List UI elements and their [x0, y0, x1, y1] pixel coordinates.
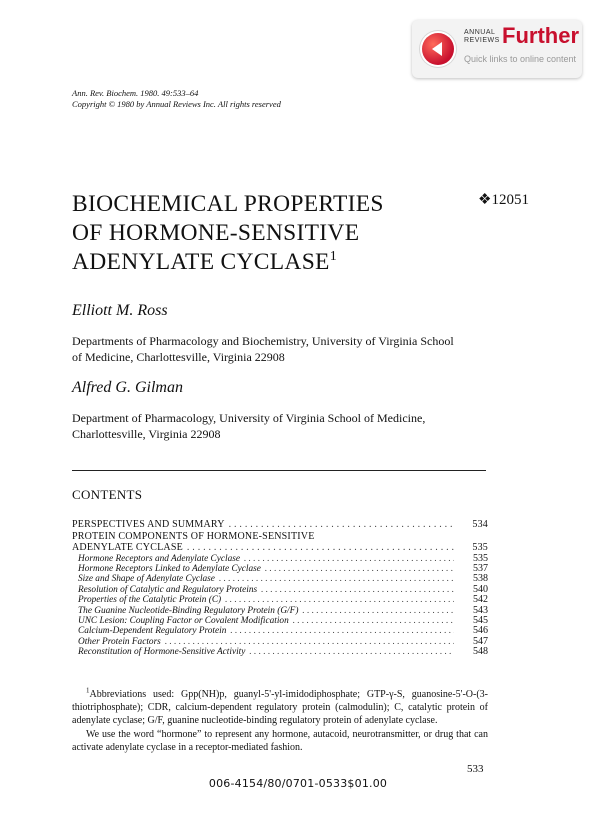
toc-entry-page: 537: [473, 562, 488, 574]
author-1-name: Elliott M. Ross: [72, 302, 168, 319]
back-arrow-icon[interactable]: [422, 33, 454, 65]
article-title: [72, 190, 472, 277]
toc-entry-label: Properties of the Catalytic Protein (C): [78, 595, 222, 606]
toc-entry-page: 538: [473, 573, 488, 585]
toc-entry-label: Calcium-Dependent Regulatory Protein: [78, 626, 227, 637]
toc-entry[interactable]: [72, 595, 488, 605]
toc-entry[interactable]: [72, 606, 488, 616]
toc-entry-page: 535: [472, 542, 488, 553]
author-2-name: Alfred G. Gilman: [72, 379, 183, 396]
title-line-3: [72, 248, 472, 277]
footnotes: [72, 688, 488, 754]
toc-entry-page: 540: [473, 583, 488, 595]
toc-entry[interactable]: [72, 574, 488, 584]
journal-citation: [72, 88, 281, 110]
toc-entry-page: 547: [473, 635, 488, 647]
annual-reviews-further-badge[interactable]: [412, 20, 582, 78]
toc-leader-dots: [230, 626, 454, 636]
toc-entry-label: ADENYLATE CYCLASE: [72, 542, 183, 553]
toc-leader-dots: [265, 564, 454, 574]
table-of-contents: [72, 519, 488, 658]
badge-further-text: Further: [502, 23, 579, 48]
contents-heading: CONTENTS: [72, 487, 143, 502]
title-line-3-text: ADENYLATE CYCLASE: [72, 249, 330, 275]
toc-entry[interactable]: [72, 554, 488, 564]
author-1-affiliation-line-2: of Medicine, Charlottesville, Virginia 22908: [72, 349, 285, 364]
toc-entry[interactable]: [72, 626, 488, 636]
title-line-1: BIOCHEMICAL PROPERTIES: [72, 191, 384, 217]
toc-leader-dots: [165, 637, 454, 647]
toc-entry[interactable]: [72, 542, 488, 554]
toc-entry-page: 546: [473, 625, 488, 637]
toc-leader-dots: [249, 647, 454, 657]
badge-annual-text: ANNUAL: [464, 29, 496, 36]
toc-entry-label: Hormone Receptors and Adenylate Cyclase: [78, 553, 240, 564]
toc-leader-dots: [293, 616, 454, 626]
section-divider: [72, 470, 486, 471]
toc-entry-label: Hormone Receptors Linked to Adenylate Cyclase: [78, 563, 261, 574]
toc-entry-page: 535: [473, 552, 488, 564]
toc-leader-dots: [219, 574, 454, 584]
toc-leader-dots: [302, 606, 454, 616]
author-2-affiliation-line-2: Charlottesville, Virginia 22908: [72, 426, 221, 441]
toc-entry[interactable]: [72, 647, 488, 657]
toc-entry-label: Reconstitution of Hormone-Sensitive Activity: [78, 647, 246, 658]
toc-entry-label: PROTEIN COMPONENTS OF HORMONE-SENSITIVE: [72, 530, 315, 542]
toc-entry-label: Size and Shape of Adenylate Cyclase: [78, 574, 215, 585]
author-1-affiliation: [72, 334, 492, 365]
footnote-1-text: Abbreviations used: Gpp(NH)p, guanyl-5'-yl-imidodiphosphate; GTP-γ-S, guanosine-5'-O-(3-thiotriphosphate); CDR, calcium-dependent regulatory protein (calmodulin); C, catalytic protein of adenylate cyclase; G/F, guanine nucleotide-binding regulatory protein of adenylate cyclase.: [72, 689, 488, 727]
badge-publisher-label: [464, 29, 504, 45]
toc-entry-label: UNC Lesion: Coupling Factor or Covalent Modification: [78, 615, 289, 626]
toc-entry[interactable]: [72, 531, 488, 543]
toc-entry[interactable]: [72, 585, 488, 595]
citation-line-2: Copyright © 1980 by Annual Reviews Inc. All rights reserved: [72, 99, 281, 109]
toc-entry-page: 548: [473, 646, 488, 658]
author-2-affiliation: [72, 411, 492, 442]
toc-entry-label: PERSPECTIVES AND SUMMARY: [72, 519, 225, 530]
title-line-2: OF HORMONE-SENSITIVE: [72, 220, 360, 246]
toc-entry-label: Other Protein Factors: [78, 636, 161, 647]
toc-leader-dots: [229, 519, 454, 531]
author-2-affiliation-line-1: Department of Pharmacology, University of Virginia School of Medicine,: [72, 411, 426, 425]
toc-entry[interactable]: [72, 616, 488, 626]
toc-leader-dots: [244, 554, 454, 564]
badge-reviews-text: REVIEWS: [464, 37, 500, 44]
page-number: 533: [467, 763, 484, 775]
toc-entry-label: Resolution of Catalytic and Regulatory Proteins: [78, 584, 258, 595]
citation-line-1: Ann. Rev. Biochem. 1980. 49:533–64: [72, 88, 199, 98]
toc-entry[interactable]: [72, 564, 488, 574]
toc-entry-page: 534: [472, 519, 488, 530]
price-code-line: 006-4154/80/0701-0533$01.00: [208, 777, 388, 790]
toc-entry[interactable]: [72, 637, 488, 647]
author-1-affiliation-line-1: Departments of Pharmacology and Biochemistry, University of Virginia School: [72, 334, 454, 348]
article-code: ❖12051: [478, 192, 529, 208]
toc-leader-dots: [225, 595, 454, 605]
footnote-1: [72, 688, 488, 728]
toc-leader-dots: [187, 542, 454, 554]
toc-entry-label: The Guanine Nucleotide-Binding Regulatory Protein (G/F): [78, 605, 299, 616]
title-footnote-mark[interactable]: 1: [329, 249, 338, 265]
toc-leader-dots: [261, 585, 454, 595]
footnote-2: We use the word “hormone” to represent any hormone, autacoid, neurotransmitter, or drug that can activate adenylate cyclase in a receptor-mediated fashion.: [72, 728, 488, 753]
toc-entry-page: 543: [473, 604, 488, 616]
footnote-1-mark: 1: [86, 686, 90, 695]
toc-entry-page: 542: [473, 594, 488, 606]
toc-entry-page: 545: [473, 614, 488, 626]
toc-entry[interactable]: [72, 519, 488, 531]
badge-subtitle: Quick links to online content: [464, 54, 577, 64]
